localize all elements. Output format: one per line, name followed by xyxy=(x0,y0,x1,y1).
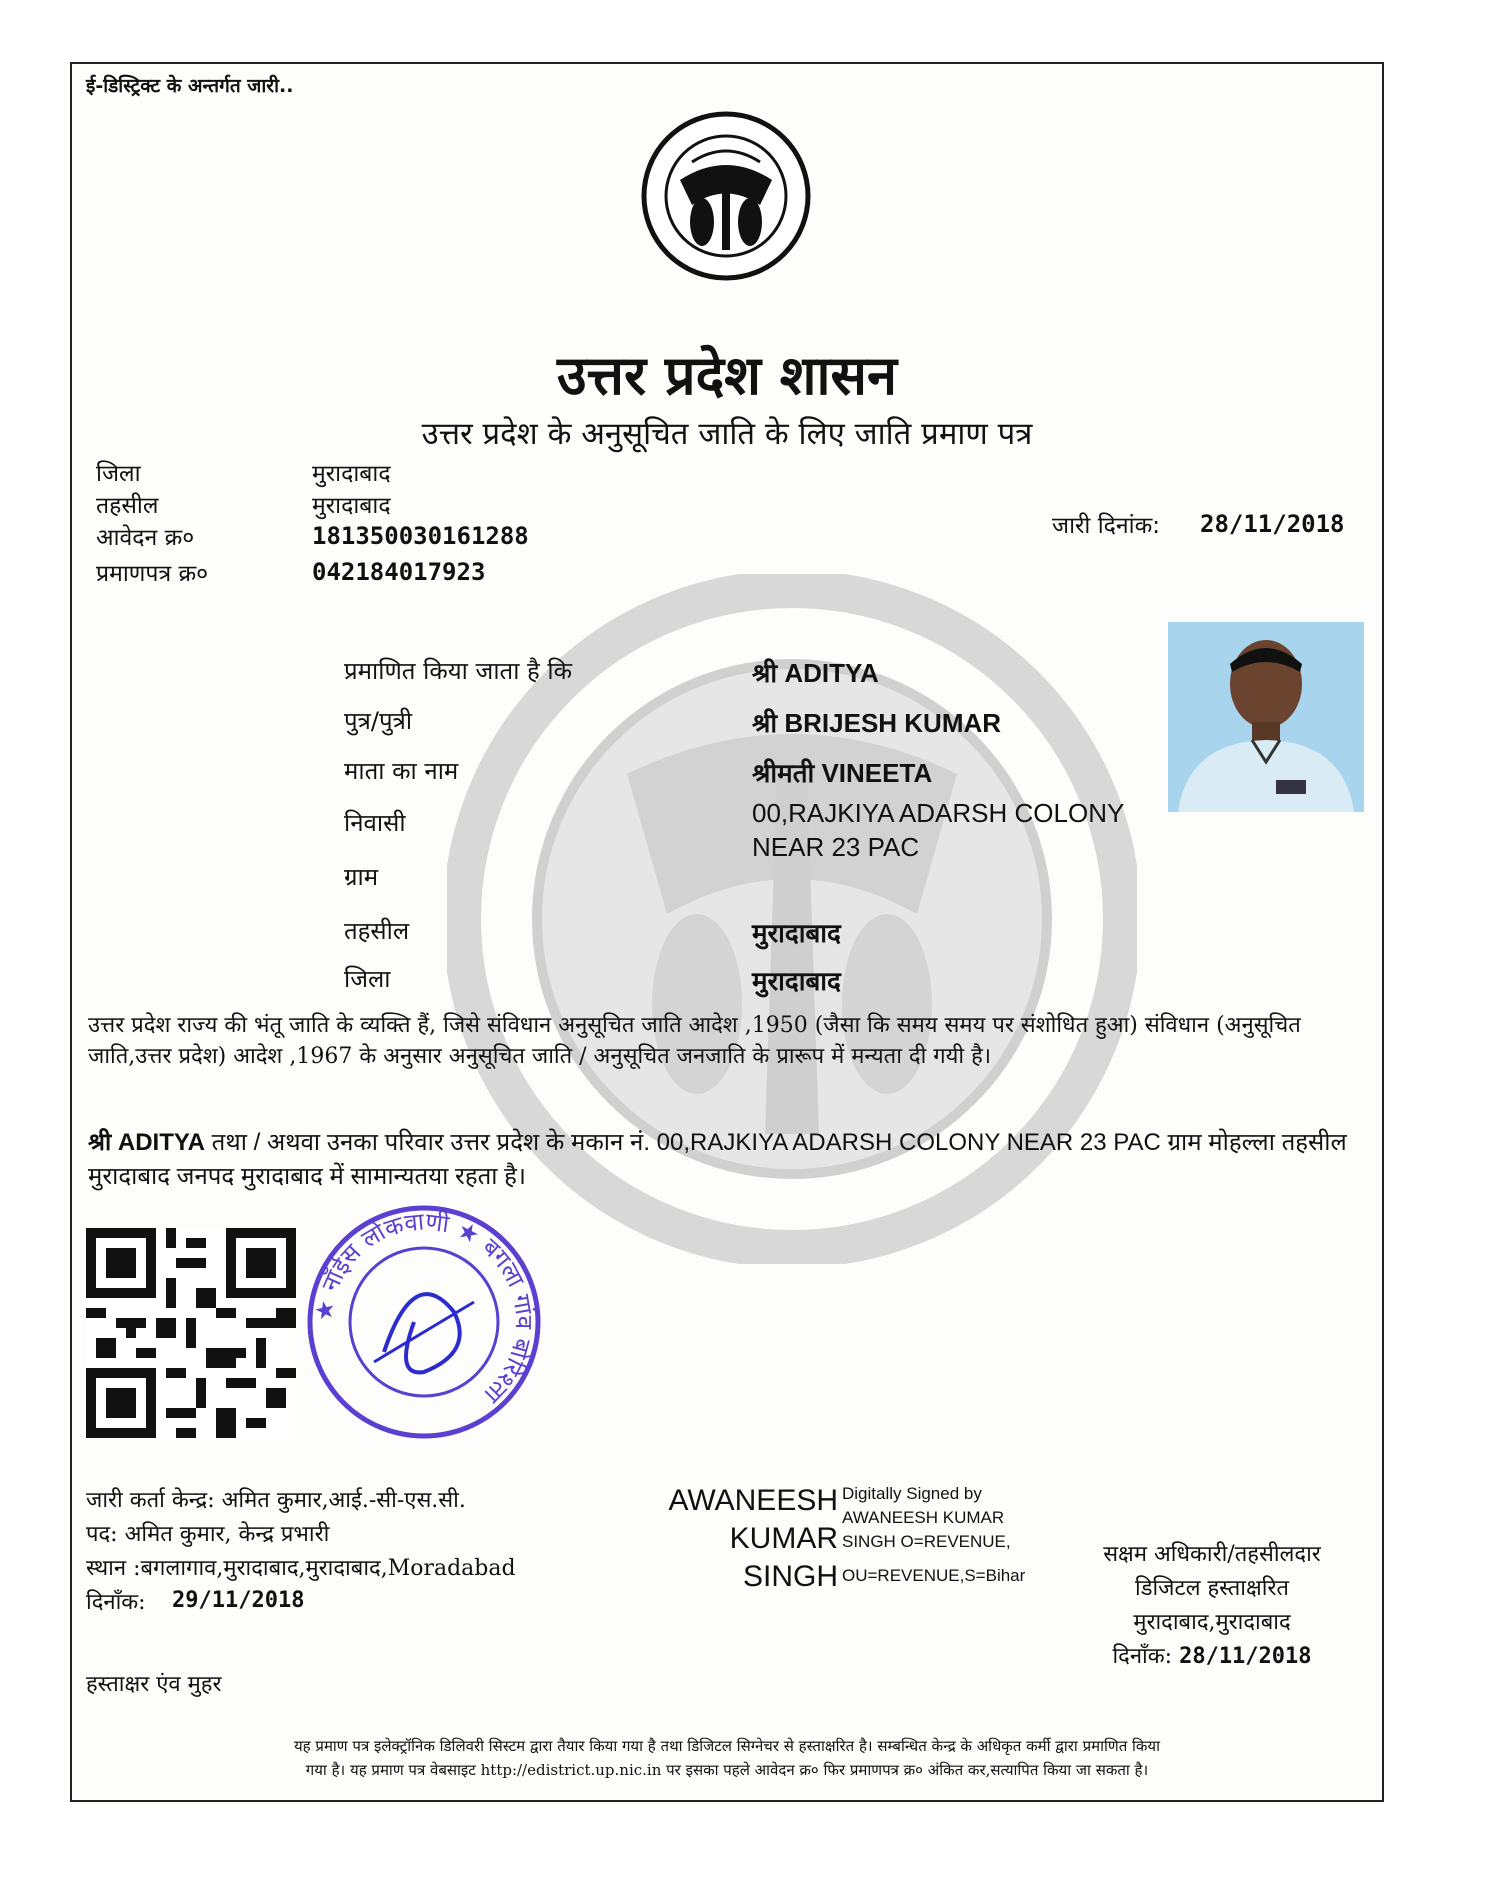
authority-location: मुरादाबाद,मुरादाबाद xyxy=(1133,1610,1291,1635)
mother-label: माता का नाम xyxy=(344,757,459,785)
digital-signer-name xyxy=(648,1482,838,1596)
authority-designation: सक्षम अधिकारी/तहसीलदार xyxy=(1103,1542,1321,1567)
authority-digitally-signed: डिजिटल हस्ताक्षरित xyxy=(1135,1576,1289,1601)
details-tehsil-label: तहसील xyxy=(344,917,410,945)
page-subtitle: उत्तर प्रदेश के अनुसूचित जाति के लिए जाति प्रमाण पत्र xyxy=(421,416,1033,452)
issue-date-value: 28/11/2018 xyxy=(1200,510,1345,538)
tehsil-value: मुरादाबाद xyxy=(312,493,391,519)
certificate-label: प्रमाणपत्र क्र० xyxy=(96,561,209,587)
signer-name-line-3: SINGH xyxy=(742,1560,838,1593)
certificate-page xyxy=(70,62,1384,1802)
issuer-place: स्थान :बगलागाव,मुरादाबाद,मुरादाबाद,Moradabad xyxy=(86,1556,516,1581)
district-value: मुरादाबाद xyxy=(312,461,391,487)
signer-name-line-2: KUMAR xyxy=(729,1522,838,1555)
footer-note xyxy=(82,1734,1372,1782)
person-photo-icon xyxy=(1168,622,1364,812)
district-label: जिला xyxy=(96,461,141,487)
caste-statement-paragraph: उत्तर प्रदेश राज्य की भंतू जाति के व्यक्ति हैं, जिसे संविधान अनुसूचित जाति आदेश ,1950 (जैसा कि समय समय पर संशोधित हुआ) संविधान (अनुसूचित जाति,उत्तर प्रदेश) आदेश ,1967 के अनुसार अनुसूचित जाति / अनुसूचित जनजाति के प्रारूप में मन्यता दी गयी है। xyxy=(88,1013,1301,1069)
child-of-label: पुत्र/पुत्री xyxy=(344,707,413,735)
authority-date-row xyxy=(1052,1640,1372,1674)
application-number: 181350030161288 xyxy=(312,522,529,550)
issued-under-note: ई-डिस्ट्रिक्ट के अन्तर्गत जारी.. xyxy=(86,75,294,97)
certified-name: श्री ADITYA xyxy=(752,658,879,688)
certified-label: प्रमाणित किया जाता है कि xyxy=(344,657,573,685)
qr-code xyxy=(86,1228,296,1438)
signature-and-seal-label: हस्ताक्षर एंव मुहर xyxy=(86,1672,222,1697)
authority-date-value: 28/11/2018 xyxy=(1179,1644,1312,1669)
details-district-label: जिला xyxy=(344,965,391,993)
signature-info-line-3: SINGH O=REVENUE, xyxy=(842,1532,1011,1551)
residence-statement-paragraph xyxy=(88,1126,1364,1194)
authority-date-label: दिनाँक: xyxy=(1112,1644,1173,1669)
resident-address-line-2: NEAR 23 PAC xyxy=(752,832,920,862)
issuer-center: जारी कर्ता केन्द्र: अमित कुमार,आई.-सी-एस.सी. xyxy=(86,1488,466,1513)
father-name: श्री BRIJESH KUMAR xyxy=(752,708,1002,738)
authority-block xyxy=(1052,1538,1372,1674)
residence-statement-text: तथा / अथवा उनका परिवार उत्तर प्रदेश के मकान नं. 00,RAJKIYA ADARSH COLONY NEAR 23 PAC ग्राम मोहल्ला तहसील मुरादाबाद जनपद मुरादाबाद में सामान्यतया रहता है। xyxy=(88,1129,1347,1190)
issuer-date-value: 29/11/2018 xyxy=(172,1588,305,1613)
footer-line-1: यह प्रमाण पत्र इलेक्ट्रॉनिक डिलिवरी सिस्टम द्वारा तैयार किया गया है तथा डिजिटल सिग्नेचर से हस्ताक्षरित है। सम्बन्धित केन्द्र के अधिकृत कर्मी द्वारा प्रमाणित किया xyxy=(293,1737,1160,1755)
resident-label: निवासी xyxy=(344,809,406,837)
issuer-post: पद: अमित कुमार, केन्द्र प्रभारी xyxy=(86,1522,330,1547)
details-district-value: मुरादाबाद xyxy=(752,966,841,996)
residence-statement-name: श्री ADITYA xyxy=(88,1129,206,1156)
seal-stamp xyxy=(304,1202,544,1442)
signature-info-line-2: AWANEESH KUMAR xyxy=(842,1508,1005,1527)
details-tehsil-value: मुरादाबाद xyxy=(752,918,841,948)
issuer-date-label: दिनाँक: xyxy=(86,1590,146,1615)
up-government-emblem xyxy=(640,110,812,282)
tehsil-label: तहसील xyxy=(96,493,159,519)
issue-date-label: जारी दिनांक: xyxy=(1052,513,1161,539)
page-title: उत्तर प्रदेश शासन xyxy=(557,343,897,407)
resident-address-line-1: 00,RAJKIYA ADARSH COLONY xyxy=(752,798,1125,828)
seal-ring-text: ★ नाँईस लोकवाणी ★ बगला गांव बोरिश्ता xyxy=(309,1207,539,1409)
signer-name-line-1: AWANEESH xyxy=(668,1484,838,1517)
signature-info-line-4: OU=REVENUE,S=Bihar xyxy=(842,1566,1026,1585)
signature-info-line-1: Digitally Signed by xyxy=(842,1484,982,1503)
digital-signature-info xyxy=(842,1482,1025,1588)
applicant-photo xyxy=(1168,622,1364,812)
mother-name: श्रीमती VINEETA xyxy=(752,758,933,788)
footer-line-2: गया है। यह प्रमाण पत्र वेबसाइट http://edistrict.up.nic.in पर इसका पहले आवेदन क्र० फिर प्रमाणपत्र क्र० अंकित कर,सत्यापित किया जा सकता है। xyxy=(305,1761,1149,1779)
application-label: आवेदन क्र० xyxy=(96,525,195,551)
certificate-number: 042184017923 xyxy=(312,558,486,586)
village-label: ग्राम xyxy=(344,863,379,891)
